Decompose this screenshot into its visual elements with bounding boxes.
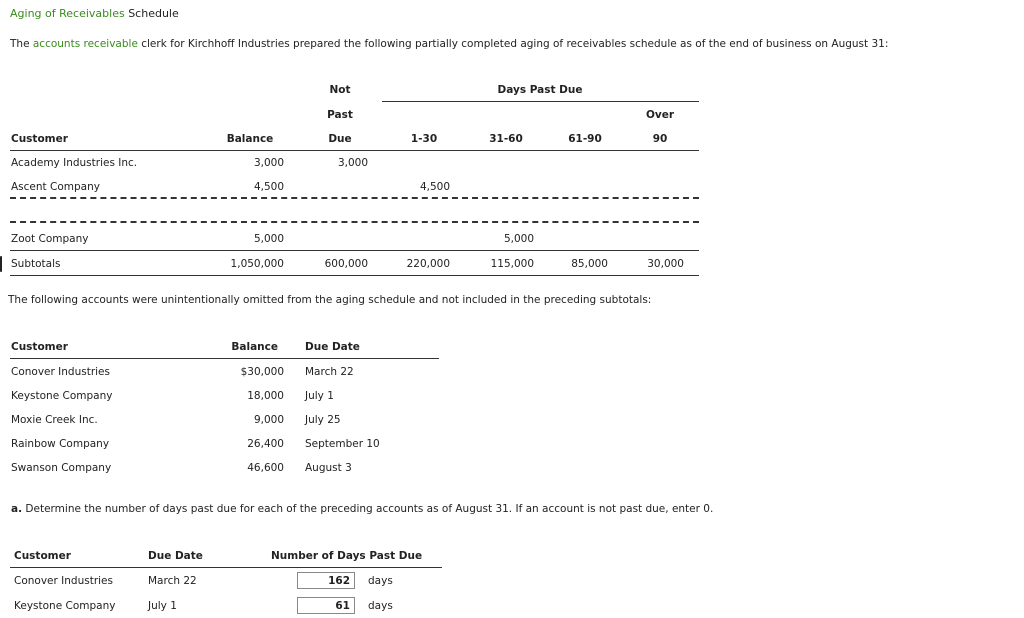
omitted-row-customer: Swanson Company xyxy=(11,462,112,474)
header-not: Not xyxy=(329,84,351,96)
header-61-90: 61-90 xyxy=(568,133,602,145)
omitted-header-customer: Customer xyxy=(11,341,68,353)
omitted-header-balance: Balance xyxy=(231,341,278,353)
omitted-row-balance: 9,000 xyxy=(253,414,284,426)
header-past: Past xyxy=(327,109,353,121)
subtotals-label: Subtotals xyxy=(11,258,61,270)
omitted-row-customer: Moxie Creek Inc. xyxy=(11,414,98,426)
omitted-row-due-date: August 3 xyxy=(305,462,352,474)
question-a-label: a. xyxy=(11,503,23,515)
question-a-text: Determine the number of days past due for each of the preceding accounts as of August 31. If an account is not past due, enter 0. xyxy=(22,503,714,515)
subtotal-1-30: 220,000 xyxy=(406,258,450,270)
omitted-header-due-date: Due Date xyxy=(305,341,360,353)
omitted-accounts-text: The following accounts were unintentionally omitted from the aging schedule and not included in the preceding subtotals: xyxy=(8,294,652,306)
header-days-past-due: Days Past Due xyxy=(497,84,583,96)
answer-row-due-date: March 22 xyxy=(148,575,197,587)
subtotal-bottom-rule xyxy=(10,275,699,276)
omitted-row-due-date: July 25 xyxy=(305,414,341,426)
dashed-break-bottom xyxy=(10,221,699,223)
header-over: Over xyxy=(645,109,675,121)
header-customer: Customer xyxy=(11,133,68,145)
subtotal-not-due: 600,000 xyxy=(324,258,368,270)
answer-row-customer: Conover Industries xyxy=(14,575,113,587)
answer-header-customer: Customer xyxy=(14,550,71,562)
subtotal-rule xyxy=(10,250,699,251)
omitted-row-due-date: September 10 xyxy=(305,438,380,450)
days-past-due-input[interactable]: 61 xyxy=(297,597,355,614)
subtotal-balance: 1,050,000 xyxy=(230,258,284,270)
header-balance: Balance xyxy=(226,133,274,145)
answer-header-due-date: Due Date xyxy=(148,550,203,562)
omitted-row-due-date: July 1 xyxy=(305,390,334,402)
answer-row-customer: Keystone Company xyxy=(14,600,116,612)
omitted-row-due-date: March 22 xyxy=(305,366,354,378)
page-title xyxy=(10,7,179,20)
dashed-break-top xyxy=(10,197,699,199)
title-link[interactable]: Aging of Receivables xyxy=(10,7,125,20)
answer-header-rule xyxy=(10,567,442,568)
header-31-60: 31-60 xyxy=(489,133,523,145)
omitted-header-rule xyxy=(10,358,439,359)
omitted-row-balance: 46,600 xyxy=(247,462,284,474)
omitted-row-balance: $30,000 xyxy=(240,366,284,378)
aging-row-not-due: 3,000 xyxy=(337,157,368,169)
days-past-due-input[interactable]: 162 xyxy=(297,572,355,589)
aging-row-1-30: 4,500 xyxy=(419,181,450,193)
aging-row-31-60: 5,000 xyxy=(503,233,534,245)
days-unit: days xyxy=(368,575,393,587)
aging-row-balance: 3,000 xyxy=(253,157,284,169)
header-90: 90 xyxy=(652,133,668,145)
header-due: Due xyxy=(328,133,352,145)
subtotal-61-90: 85,000 xyxy=(571,258,608,270)
title-rest: Schedule xyxy=(124,7,179,20)
days-unit: days xyxy=(368,600,393,612)
intro-text xyxy=(10,38,888,50)
days-past-due-rule xyxy=(382,101,699,102)
omitted-row-customer: Conover Industries xyxy=(11,366,110,378)
omitted-row-balance: 26,400 xyxy=(247,438,284,450)
header-1-30: 1-30 xyxy=(410,133,438,145)
answer-row-due-date: July 1 xyxy=(148,600,177,612)
aging-row-customer: Zoot Company xyxy=(11,233,89,245)
aging-row-balance: 4,500 xyxy=(253,181,284,193)
accounts-receivable-link[interactable]: accounts receivable xyxy=(32,38,138,50)
aging-row-customer: Academy Industries Inc. xyxy=(11,157,138,169)
intro-pre: The xyxy=(10,38,33,50)
aging-header-rule xyxy=(10,150,699,151)
omitted-row-balance: 18,000 xyxy=(247,390,284,402)
question-a xyxy=(11,503,713,515)
omitted-row-customer: Keystone Company xyxy=(11,390,113,402)
aging-row-customer: Ascent Company xyxy=(11,181,100,193)
intro-post: clerk for Kirchhoff Industries prepared the following partially completed aging of receivables schedule as of the end of business on August 31: xyxy=(137,38,889,50)
subtotal-over-90: 30,000 xyxy=(647,258,684,270)
answer-header-days: Number of Days Past Due xyxy=(271,550,423,562)
omitted-row-customer: Rainbow Company xyxy=(11,438,110,450)
subtotal-31-60: 115,000 xyxy=(490,258,534,270)
row-marker xyxy=(0,256,2,272)
aging-row-balance: 5,000 xyxy=(253,233,284,245)
